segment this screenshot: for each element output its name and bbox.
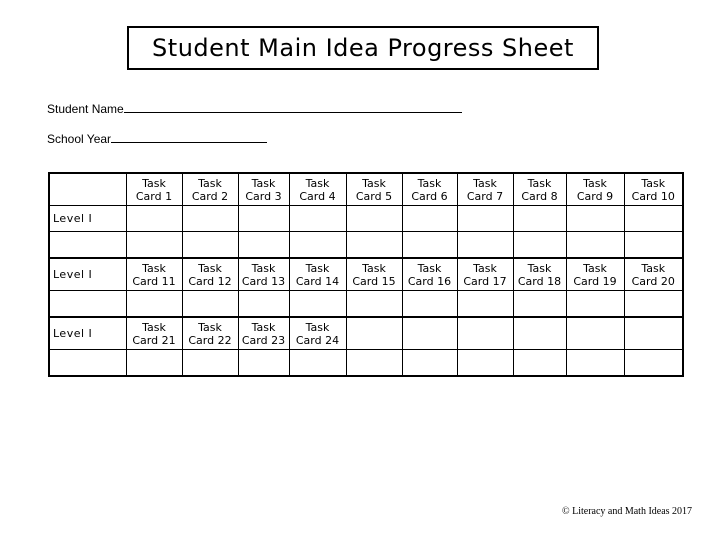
corner-cell <box>49 173 126 206</box>
score-cell[interactable] <box>346 232 402 259</box>
student-name-line[interactable] <box>124 100 462 113</box>
score-cell[interactable] <box>289 206 346 232</box>
blank-row <box>49 232 683 259</box>
score-cell[interactable] <box>457 206 513 232</box>
level-label: Level I <box>49 206 126 232</box>
task-card-cell: Task Card 16 <box>402 258 457 291</box>
student-name-field[interactable] <box>47 100 462 116</box>
empty-cell <box>566 317 624 350</box>
score-cell[interactable] <box>513 291 566 318</box>
task-card-cell: Task Card 14 <box>289 258 346 291</box>
empty-cell <box>513 317 566 350</box>
score-cell[interactable] <box>566 291 624 318</box>
score-cell[interactable] <box>624 206 683 232</box>
score-cell[interactable] <box>238 232 289 259</box>
task-row-2 <box>49 258 683 291</box>
task-card-cell: Task Card 12 <box>182 258 238 291</box>
score-cell[interactable] <box>457 232 513 259</box>
score-cell[interactable] <box>566 232 624 259</box>
empty-cell <box>624 317 683 350</box>
score-cell[interactable] <box>182 350 238 377</box>
score-cell[interactable] <box>513 206 566 232</box>
task-card-cell: Task Card 6 <box>402 173 457 206</box>
task-card-cell: Task Card 7 <box>457 173 513 206</box>
task-card-cell: Task Card 15 <box>346 258 402 291</box>
score-cell[interactable] <box>346 291 402 318</box>
blank-row <box>49 291 683 318</box>
score-cell[interactable] <box>457 350 513 377</box>
task-card-cell: Task Card 9 <box>566 173 624 206</box>
task-card-cell: Task Card 23 <box>238 317 289 350</box>
task-card-cell: Task Card 24 <box>289 317 346 350</box>
task-card-cell: Task Card 22 <box>182 317 238 350</box>
score-cell[interactable] <box>624 350 683 377</box>
score-cell[interactable] <box>126 291 182 318</box>
score-cell[interactable] <box>126 350 182 377</box>
score-cell[interactable] <box>126 206 182 232</box>
task-card-cell: Task Card 13 <box>238 258 289 291</box>
page-title <box>127 26 599 70</box>
score-cell[interactable] <box>289 232 346 259</box>
empty-cell <box>402 317 457 350</box>
level-label: Level I <box>49 317 126 350</box>
score-cell[interactable] <box>182 232 238 259</box>
school-year-field[interactable] <box>47 130 267 146</box>
score-cell[interactable] <box>126 232 182 259</box>
blank-row <box>49 350 683 377</box>
task-card-cell: Task Card 18 <box>513 258 566 291</box>
score-cell[interactable] <box>346 206 402 232</box>
score-cell[interactable] <box>402 232 457 259</box>
score-cell[interactable] <box>238 291 289 318</box>
task-card-cell: Task Card 21 <box>126 317 182 350</box>
level-label: Level I <box>49 258 126 291</box>
score-cell[interactable] <box>289 291 346 318</box>
score-cell[interactable] <box>457 291 513 318</box>
score-cell[interactable] <box>513 350 566 377</box>
task-card-cell: Task Card 8 <box>513 173 566 206</box>
score-cell[interactable] <box>566 206 624 232</box>
score-cell[interactable] <box>402 206 457 232</box>
score-cell[interactable] <box>289 350 346 377</box>
score-cell[interactable] <box>624 291 683 318</box>
score-cell[interactable] <box>238 350 289 377</box>
task-card-cell: Task Card 2 <box>182 173 238 206</box>
task-card-cell: Task Card 4 <box>289 173 346 206</box>
score-cell[interactable] <box>346 350 402 377</box>
score-cell[interactable] <box>182 206 238 232</box>
header-row <box>49 173 683 206</box>
progress-table <box>48 172 684 377</box>
empty-cell <box>346 317 402 350</box>
task-row-3 <box>49 317 683 350</box>
blank-cell[interactable] <box>49 350 126 377</box>
task-card-cell: Task Card 19 <box>566 258 624 291</box>
level-row <box>49 206 683 232</box>
blank-cell[interactable] <box>49 291 126 318</box>
blank-cell[interactable] <box>49 232 126 259</box>
score-cell[interactable] <box>238 206 289 232</box>
school-year-label: School Year <box>47 132 112 146</box>
empty-cell <box>457 317 513 350</box>
page-title-text: Student Main Idea Progress Sheet <box>152 34 574 62</box>
copyright-notice: © Literacy and Math Ideas 2017 <box>562 506 693 517</box>
score-cell[interactable] <box>566 350 624 377</box>
task-card-cell: Task Card 1 <box>126 173 182 206</box>
school-year-line[interactable] <box>111 130 267 143</box>
task-card-cell: Task Card 3 <box>238 173 289 206</box>
task-card-cell: Task Card 17 <box>457 258 513 291</box>
task-card-cell: Task Card 10 <box>624 173 683 206</box>
score-cell[interactable] <box>182 291 238 318</box>
score-cell[interactable] <box>624 232 683 259</box>
task-card-cell: Task Card 20 <box>624 258 683 291</box>
task-card-cell: Task Card 5 <box>346 173 402 206</box>
score-cell[interactable] <box>402 291 457 318</box>
student-name-label: Student Name <box>47 102 124 116</box>
score-cell[interactable] <box>513 232 566 259</box>
score-cell[interactable] <box>402 350 457 377</box>
task-card-cell: Task Card 11 <box>126 258 182 291</box>
